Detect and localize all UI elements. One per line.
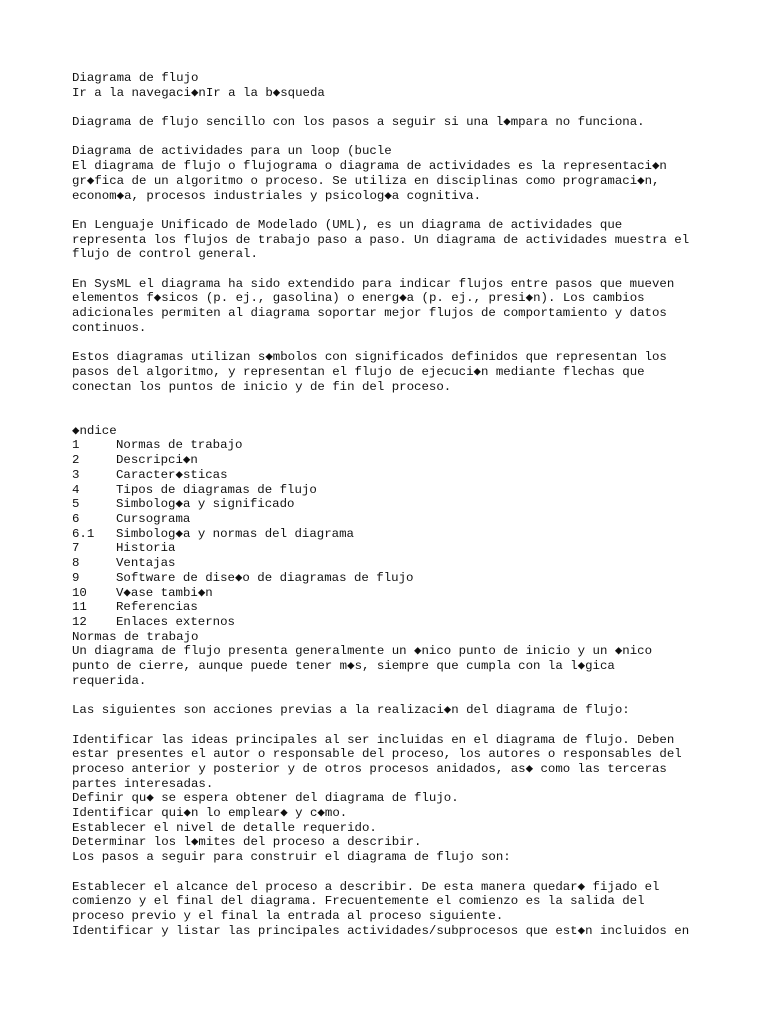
list-item: partes interesadas. [72,776,214,791]
toc-item[interactable] [72,600,728,615]
list-item: Establecer el nivel de detalle requerido. [72,820,377,835]
list-item: proceso previo y el final la entrada al proceso siguiente. [72,908,504,923]
paragraph-line: pasos del algoritmo, y representan el flujo de ejecuci◆n mediante flechas que [72,364,645,379]
toc-item[interactable] [72,571,728,586]
list-item: estar presentes el autor o responsable del proceso, los autores o responsables del [72,747,682,762]
list-item: Definir qu◆ se espera obtener del diagrama de flujo. [72,791,459,806]
toc-item-number: 6.1 [72,526,95,541]
toc-item-label: Simbolog◆a y significado [116,497,295,512]
normas-section [72,630,728,939]
toc-item-number: 10 [72,585,87,600]
toc-item[interactable] [72,453,728,468]
list-item: Identificar las ideas principales al ser incluidas en el diagrama de flujo. Deben [72,732,675,747]
toc-item-number: 1 [72,438,80,453]
paragraph-line: En SysML el diagrama ha sido extendido para indicar flujos entre pasos que mueven [72,276,675,291]
toc-item[interactable] [72,586,728,601]
table-of-contents [72,424,728,630]
paragraph-line: representa los flujos de trabajo paso a paso. Un diagrama de actividades muestra el [72,232,690,247]
toc-item-label: Caracter◆sticas [116,467,228,482]
list-item: Los pasos a seguir para construir el diagrama de flujo son: [72,850,511,865]
loop-figure-caption: Diagrama de actividades para un loop (bucle [72,144,392,159]
toc-item-label: Ventajas [116,556,176,571]
paragraph-line: elementos f◆sicos (p. ej., gasolina) o energ◆a (p. ej., presi◆n). Los cambios [72,291,645,306]
document-title: Diagrama de flujo [72,71,199,85]
toc-item[interactable] [72,483,728,498]
toc-heading: ◆ndice [72,423,117,438]
toc-item[interactable] [72,468,728,483]
toc-item[interactable] [72,541,728,556]
paragraph-line: Estos diagramas utilizan s◆mbolos con significados definidos que representan los [72,350,667,365]
toc-item-number: 6 [72,511,80,526]
list-item: comienzo y el final del diagrama. Frecuentemente el comienzo es la salida del [72,894,645,909]
toc-item-label: Historia [116,541,176,556]
toc-item-label: Tipos de diagramas de flujo [116,482,317,497]
paragraph-line: econom◆a, procesos industriales y psicolog◆a cognitiva. [72,188,482,203]
toc-item-label: Referencias [116,600,198,615]
toc-item-number: 7 [72,541,80,556]
toc-item-label: Normas de trabajo [116,438,243,453]
paragraph-line: flujo de control general. [72,247,258,262]
spacer [72,130,728,145]
list-item: Determinar los l◆mites del proceso a describir. [72,835,422,850]
list-item: proceso anterior y posterior y de otros procesos anidados, as◆ como las terceras [72,761,667,776]
toc-item-number: 9 [72,570,80,585]
lamp-figure-caption: Diagrama de flujo sencillo con los pasos a seguir si una l◆mpara no funciona. [72,115,645,130]
list-item: Identificar y listar las principales actividades/subprocesos que est◆n incluidos en [72,923,690,938]
paragraph-line: conectan los puntos de inicio y de fin del proceso. [72,379,452,394]
paragraph-line: El diagrama de flujo o flujograma o diagrama de actividades es la representaci◆n [72,159,667,174]
list-item: Identificar qui◆n lo emplear◆ y c◆mo. [72,806,348,821]
paragraph-line: punto de cierre, aunque puede tener m◆s, siempre que cumpla con la l◆gica [72,659,615,674]
toc-item-label: Software de dise◆o de diagramas de flujo [116,570,414,585]
spacer [72,718,728,733]
toc-item-label: Cursograma [116,511,191,526]
spacer [72,688,728,703]
toc-item-number: 4 [72,482,80,497]
section-heading: Normas de trabajo [72,629,199,644]
toc-item-number: 2 [72,453,80,468]
toc-item-number: 8 [72,556,80,571]
toc-item-number: 12 [72,614,87,629]
toc-item-number: 5 [72,497,80,512]
toc-item-label: Descripci◆n [116,453,198,468]
spacer [72,865,728,880]
toc-item[interactable] [72,527,728,542]
paragraph-line: Un diagrama de flujo presenta generalmente un ◆nico punto de inicio y un ◆nico [72,644,653,659]
paragraph-line: En Lenguaje Unificado de Modelado (UML), es un diagrama de actividades que [72,217,623,232]
paragraph-line: continuos. [72,320,147,335]
paragraph-line: requerida. [72,673,147,688]
paragraph-line: gr◆fica de un algoritmo o proceso. Se utiliza en disciplinas como programaci◆n, [72,173,660,188]
spacer [72,394,728,409]
spacer [72,336,728,351]
spacer [72,203,728,218]
intro-paragraph [72,144,728,203]
toc-item-number: 3 [72,467,80,482]
toc-item[interactable] [72,615,728,630]
spacer [72,262,728,277]
toc-item[interactable] [72,497,728,512]
toc-item-label: Simbolog◆a y normas del diagrama [116,526,354,541]
spacer [72,409,728,424]
toc-item-label: Enlaces externos [116,614,235,629]
spacer [72,100,728,115]
sysml-paragraph [72,277,728,336]
toc-item[interactable] [72,438,728,453]
symbols-paragraph [72,350,728,394]
toc-item[interactable] [72,556,728,571]
toc-item[interactable] [72,512,728,527]
paragraph-line: adicionales permiten al diagrama soportar mejor flujos de comportamiento y datos [72,306,667,321]
uml-paragraph [72,218,728,262]
paragraph-line: Las siguientes son acciones previas a la realizaci◆n del diagrama de flujo: [72,703,630,718]
toc-item-number: 11 [72,600,87,615]
list-item: Establecer el alcance del proceso a describir. De esta manera quedar◆ fijado el [72,879,660,894]
skip-nav-links[interactable]: Ir a la navegaci◆nIr a la b◆squeda [72,85,325,100]
toc-item-label: V◆ase tambi◆n [116,585,213,600]
